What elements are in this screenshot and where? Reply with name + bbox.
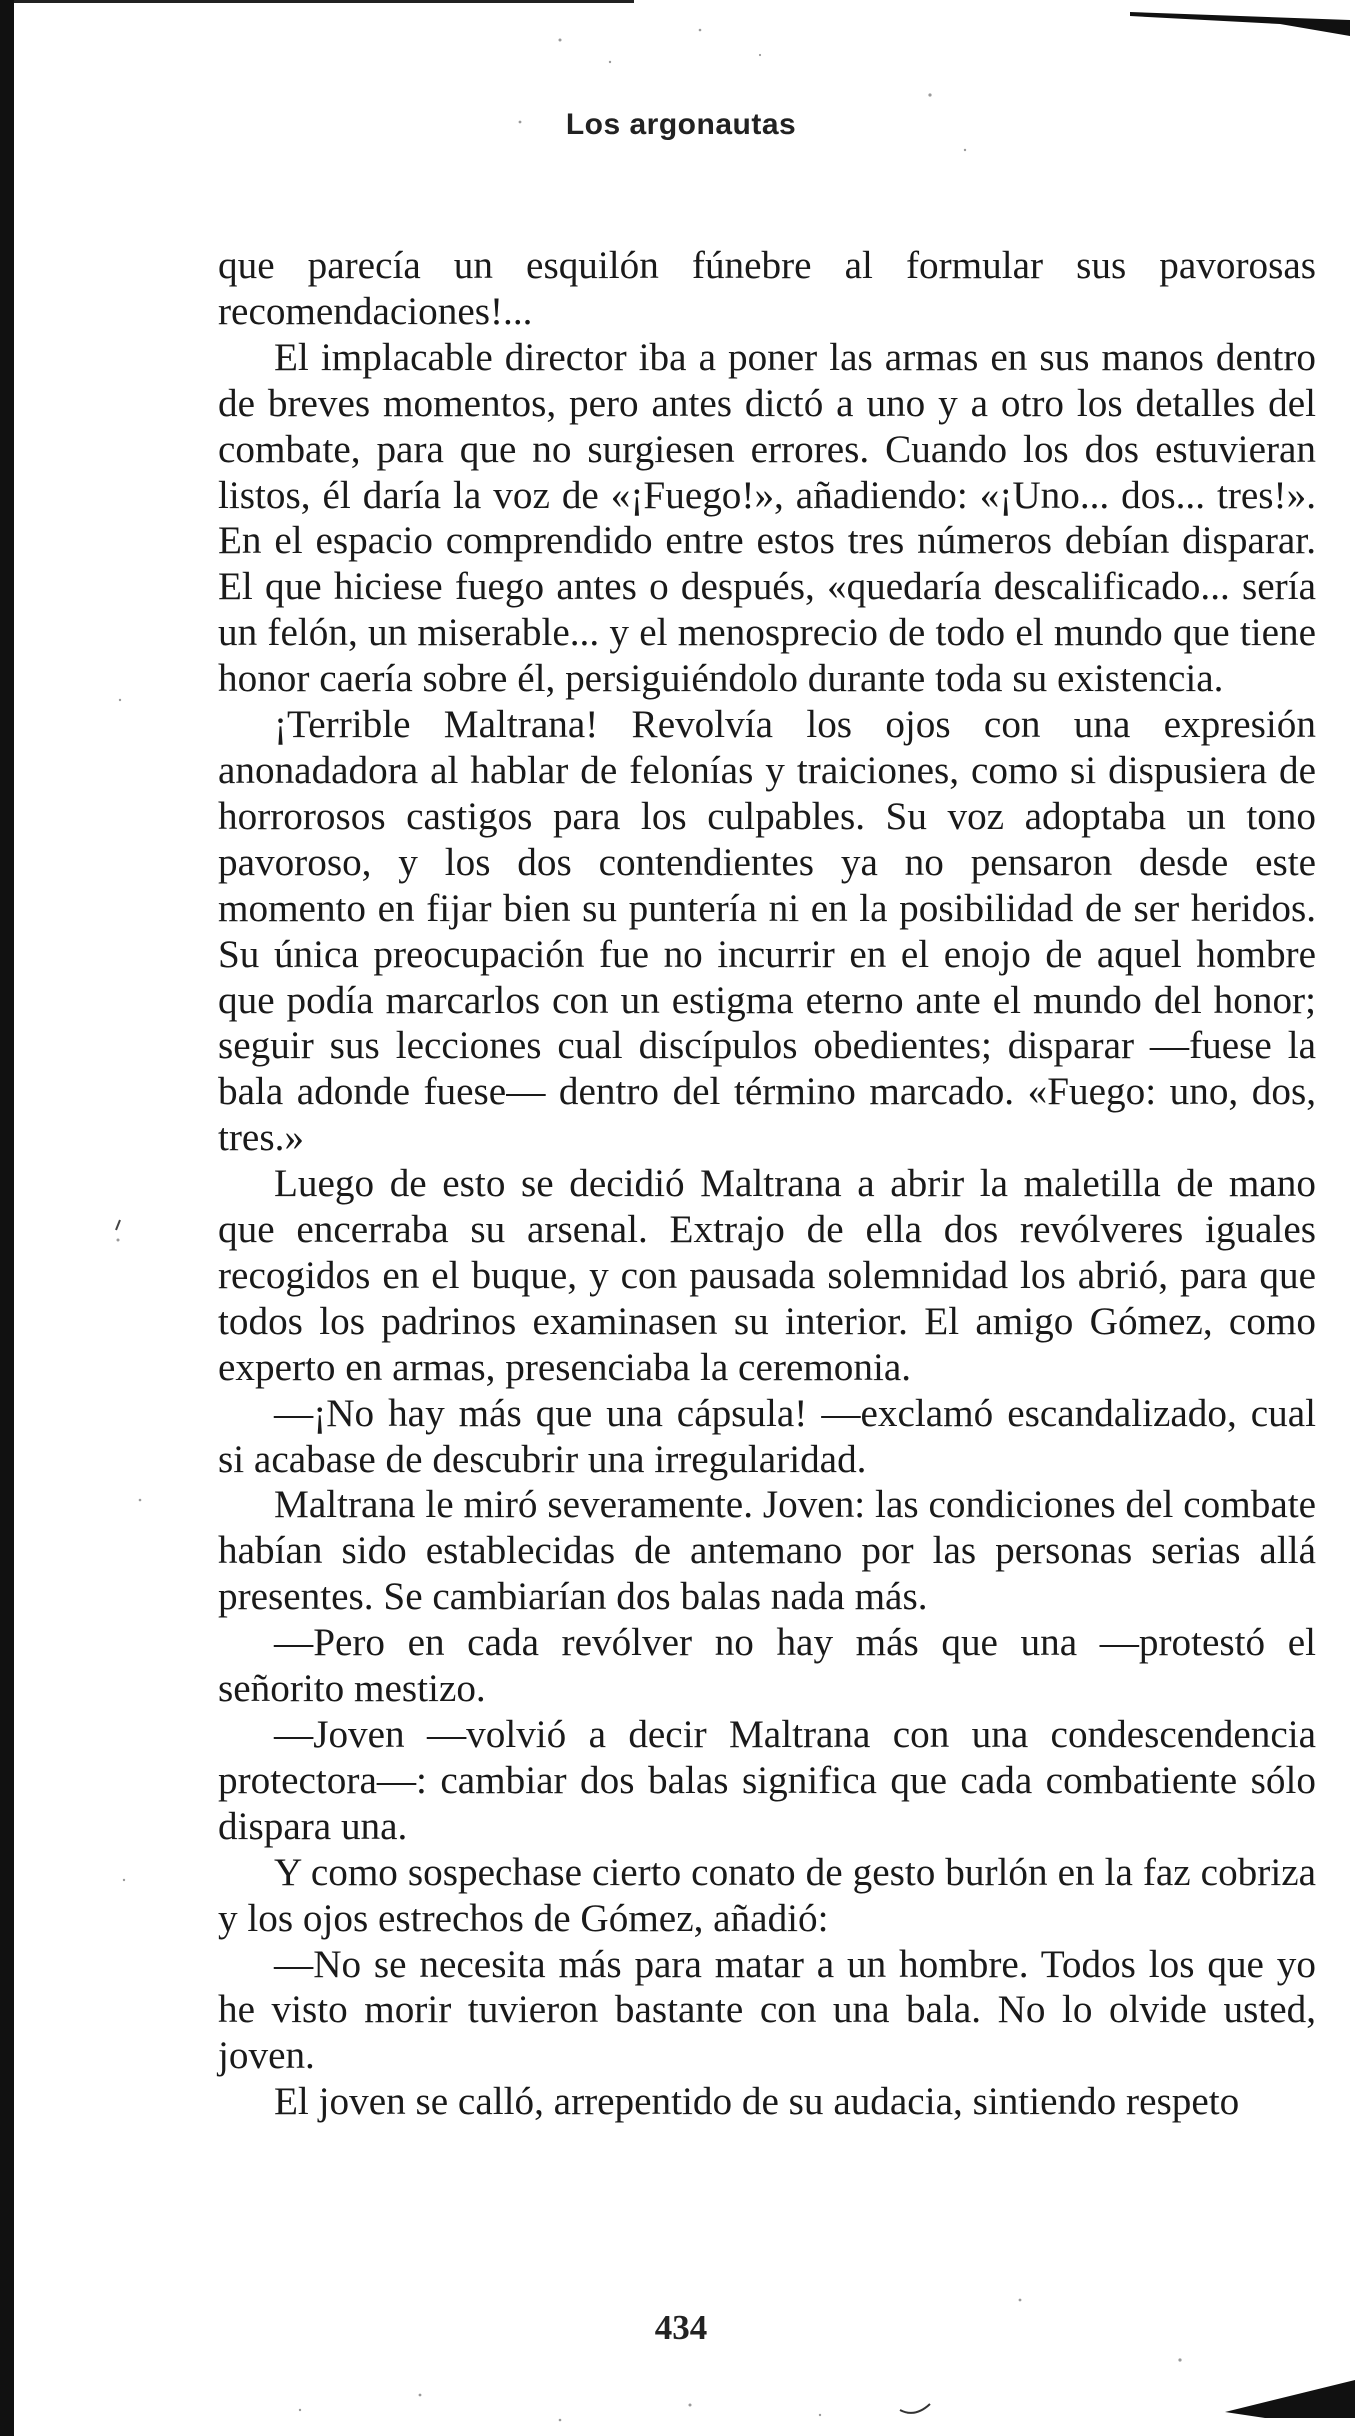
paragraph: El implacable director iba a poner las armas en sus manos dentro de breves momentos, pero antes dictó a uno y a otro los detalles del combate, para que no surgiesen errores. Cuando los dos estuvieran listos, él daría la voz de «¡Fuego!», añadiendo: «¡Uno... dos... tres!». En el espacio comprendido entre estos tres números debían disparar. El que hiciese fuego antes o después, «quedaría descalificado... sería un felón, un miserable... y el menosprecio de todo el mundo que tiene honor caería sobre él, persiguiéndolo durante toda su existencia. <box>218 335 1316 701</box>
paragraph: Luego de esto se decidió Maltrana a abrir la maletilla de mano que encerraba su arsenal. Extrajo de ella dos revólveres iguales recogidos en el buque, y con pausada solemnidad los abrió, para que todos los padrinos examinasen su interior. El amigo Gómez, como experto en armas, presenciaba la ceremonia. <box>218 1162 1316 1389</box>
paragraph: que parecía un esquilón fúnebre al formular sus pavorosas recomendaciones!... <box>218 244 1316 333</box>
paragraph: —Pero en cada revólver no hay más que una —protestó el señorito mestizo. <box>218 1621 1316 1711</box>
scan-left-edge <box>0 0 14 2436</box>
paragraph: ¡Terrible Maltrana! Revolvía los ojos con una expresión anonadadora al hablar de felonías y traiciones, como si dispusiera de horrorosos castigos para los culpables. Su voz adoptaba un tono pavoroso, y los dos contendientes ya no pensaron desde este momento en fijar bien su puntería ni en la posibilidad de ser heridos. Su única preocupación fue no incurrir en el enojo de aquel hombre que podía marcarlos con un estigma eterno ante el mundo del honor; seguir sus lecciones cual discípulos obedientes; disparar —fuese la bala adonde fuese— dentro del término marcado. «Fuego: uno, dos, tres.» <box>218 703 1316 1160</box>
paragraph: Y como sospechase cierto conato de gesto burlón en la faz cobriza y los ojos estrechos de Gómez, añadió: <box>218 1850 1316 1940</box>
scan-corner-mark-bottom <box>1225 2360 1355 2420</box>
scan-corner-mark-top <box>1130 8 1350 38</box>
paragraph: —Joven —volvió a decir Maltrana con una condescendencia protectora—: cambiar dos balas significa que cada combatiente sólo dispara una. <box>218 1713 1316 1848</box>
paragraph: —¡No hay más que una cápsula! —exclamó escandalizado, cual si acabase de descubrir una irregularidad. <box>218 1391 1316 1481</box>
scan-top-line <box>14 0 634 3</box>
paragraph: El joven se calló, arrepentido de su audacia, sintiendo respeto <box>274 2080 1240 2124</box>
paragraph: —No se necesita más para matar a un hombre. Todos los que yo he visto morir tuvieron bastante con una bala. No lo olvide usted, joven. <box>218 1942 1316 2078</box>
body-text <box>218 243 1316 2125</box>
page-number: 434 <box>654 2308 708 2347</box>
paragraph: Maltrana le miró severamente. Joven: las condiciones del combate habían sido establecidas de antemano por las personas serias allá presentes. Se cambiarían dos balas nada más. <box>218 1483 1316 1619</box>
running-head: Los argonautas <box>565 108 797 141</box>
